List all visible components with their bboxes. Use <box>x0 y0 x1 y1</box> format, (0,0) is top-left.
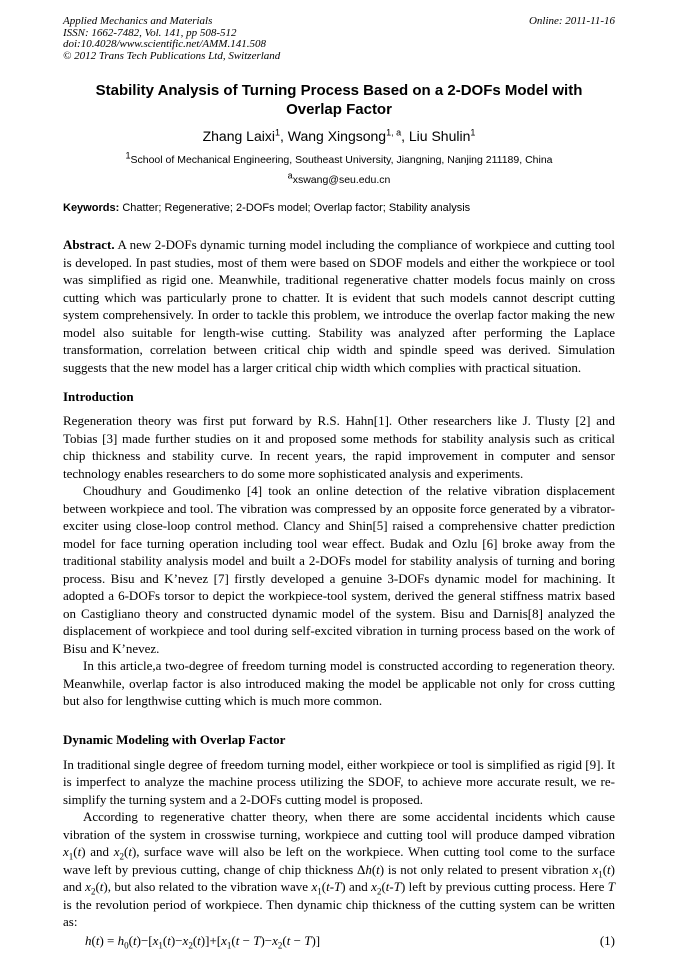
issn-volume-line: ISSN: 1662-7482, Vol. 141, pp 508-512 <box>63 26 237 39</box>
section-heading-dynamic-modeling: Dynamic Modeling with Overlap Factor <box>63 731 286 747</box>
abstract-paragraph <box>63 236 615 376</box>
introduction-paragraph-3: In this article,a two-degree of freedom turning model is constructed according to regeneration theory. Meanwhile, overlap factor is also introduced making the model be applicable not only for cross cutting but also for lengthwise cutting which is much more common. <box>63 658 615 709</box>
journal-header-left <box>63 16 280 62</box>
dynamic-modeling-paragraph-2: According to regenerative chatter theory, when there are some accidental incidents which cause vibration of the system in crosswise turning, workpiece and cutting tool will produce damped vibration $x_1(t)$ and $x_2(t)$, surface wave will also be left on the workpiece. When cutting tool come to the surface wave left by previous cutting, change of chip thickness Δh(t) is not only related to present vibration $x_1(t)$ and $x_2(t)$, but also related to the vibration wave $x_1(t-T)$ and $x_2(t-T)$ left by previous cutting process. Here T is the revolution period of workpiece. Then dynamic chip thickness of the cutting system can be written as: <box>63 809 615 930</box>
equation-1-number: (1) <box>599 932 615 948</box>
online-date: Online: 2011-11-16 <box>528 15 615 27</box>
abstract-text: A new 2-DOFs dynamic turning model including the compliance of workpiece and cutting tool is developed. In past studies, most of them were based on SDOF models and either the workpiece or tool was simplified as rigid one. Meanwhile, traditional regenerative chatter models focus mainly on cross cutting which was particularly prone to chatter. It is evident that such models cannot descript cutting system comprehensively. In order to tackle this problem, we introduce the overlap factor making the new model also suitable for length-wise cutting. Stability was analyzed after performing the Laplace transformation, correlation between critical chip width and spindle speed was derived. Simulation suggests that the new model has a larger critical chip width which complies with practical situation. <box>63 237 615 375</box>
keywords-line <box>63 201 615 215</box>
equation-row <box>63 932 615 950</box>
abstract-label: Abstract. <box>63 237 115 253</box>
dynamic-modeling-paragraph-1: In traditional single degree of freedom turning model, either workpiece or tool is simplified as rigid [9]. It is imperfect to analyze the machine process utilizing the SDOF, to achieve more accurate result, we re-simplify the turning system and a 2-DOFs cutting model is proposed. <box>63 756 615 807</box>
introduction-paragraph-1: Regeneration theory was first put forward by R.S. Hahn[1]. Other researchers like J. Tlusty [2] and Tobias [3] made further studies on it and proposed some methods for stability analysis such as critical chip thickness and stability curve. In recent years, the rapid improvement in computer and sensor technology enables researchers to do some more sophisticated analysis and experiments. <box>63 413 615 481</box>
email-line: $^a$xswang@seu.edu.cn <box>287 170 391 187</box>
introduction-paragraph-2: Choudhury and Goudimenko [4] took an online detection of the relative vibration displacement between workpiece and tool. The vibration was compressed by an opposite force generated by a vibrator-exciter using close-loop control method. Clancy and Shin[5] raised a comprehensive chatter prediction model for face turning operation including tool wear effect. Budak and Ozlu [6] broke away from the traditional stability analysis model and built a 2-DOFs model for stability analysis of turning and boring process. Bisu and K’nevez [7] firstly developed a genuine 3-DOFs dynamic model for machining. It adopted a 6-DOFs torsor to depict the workpiece-tool system, derived the general stiffness matrix based on Castigliano theory and constructed dynamic model of the system. Bisu and Darnis[8] analyzed the displacement of workpiece and tool during self-excited vibration in turning process based on the work of Bisu and K’nevez. <box>63 483 615 656</box>
journal-name: Applied Mechanics and Materials <box>63 15 213 27</box>
equation-1: $h(t) = h_0(t)-[x_1(t)-x_2(t)]+[x_1(t - T)-x_2(t - T)]$ <box>85 932 321 951</box>
keywords-text: Chatter; Regenerative; 2-DOFs model; Overlap factor; Stability analysis <box>122 202 471 215</box>
authors-line: Zhang Laixi$^1$, Wang Xingsong$^{1, a}$, Liu Shulin$^1$ <box>202 127 476 145</box>
keywords-label: Keywords: <box>63 202 120 215</box>
copyright-line: © 2012 Trans Tech Publications Ltd, Switzerland <box>63 49 281 62</box>
journal-header <box>63 16 615 62</box>
doi-line: doi:10.4028/www.scientific.net/AMM.141.508 <box>63 38 266 51</box>
section-heading-introduction: Introduction <box>63 389 134 405</box>
paper-title: Stability Analysis of Turning Process Based on a 2-DOFs Model with Overlap Factor <box>95 82 583 119</box>
affiliation-line: $^1$School of Mechanical Engineering, Southeast University, Jiangning, Nanjing 211189, China <box>125 150 553 167</box>
